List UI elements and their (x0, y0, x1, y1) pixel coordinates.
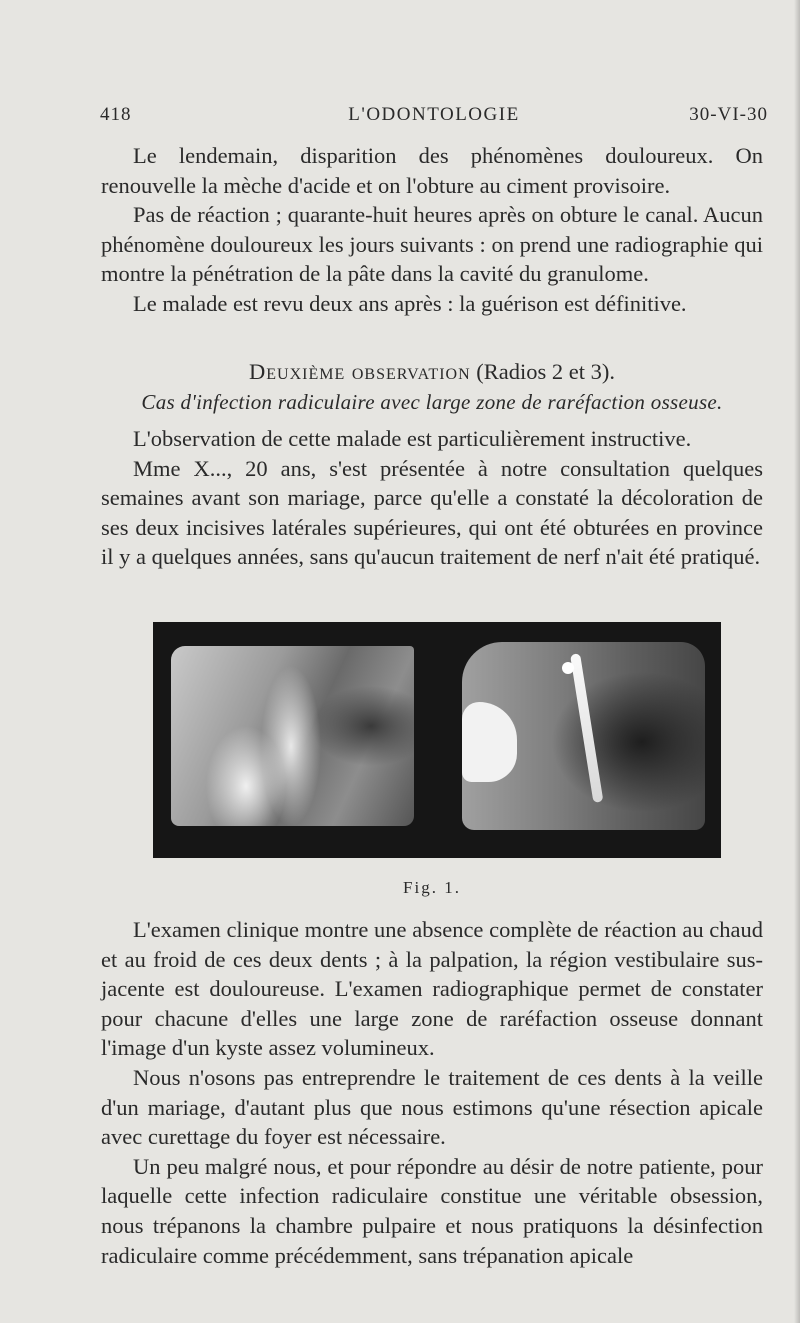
page-number: 418 (100, 104, 132, 125)
paragraph: Le lendemain, disparition des phénomènes douloureux. On renouvelle la mèche d'acide et on l'obture au ciment provisoire. (101, 143, 763, 198)
paragraph: L'observation de cette malade est particulièrement instructive. (133, 426, 692, 451)
paragraph: Un peu malgré nous, et pour répondre au désir de notre patiente, pour laquelle cette infection radiculaire constitue une véritable obsession, nous trépanons la chambre pulpaire et nous pratiquons la désinfection radiculaire comme précédemment, sans trépanation apicale (101, 1153, 763, 1268)
running-head (100, 104, 768, 130)
section-heading-label: Deuxième observation (249, 359, 471, 384)
section-subheading: Cas d'infection radiculaire avec large zone de raréfaction osseuse. (141, 390, 723, 414)
paragraph: Pas de réaction ; quarante-huit heures après on obture le canal. Aucun phénomène douloureux les jours suivants : on prend une radiographie qui montre la pénétration de la pâte dans la cavité du granulome. (101, 202, 763, 287)
paragraph: Mme X..., 20 ans, s'est présentée à notre consultation quelques semaines avant son mariage, parce qu'elle a constaté la décoloration de ses deux incisives latérales supérieures, qui ont été obturées en province il y a quelques années, sans qu'aucun traitement de nerf n'ait été pratiqué. (101, 455, 763, 570)
section-heading (101, 359, 763, 385)
radiograph-right (462, 642, 705, 830)
page-edge-shadow (794, 0, 800, 1323)
text-block-middle (101, 424, 763, 572)
radiograph-figure (153, 622, 721, 858)
journal-title: L'ODONTOLOGIE (348, 104, 520, 125)
issue-date: 30-VI-30 (689, 104, 768, 125)
radiograph-left (171, 646, 414, 826)
paragraph: Le malade est revu deux ans après : la guérison est définitive. (133, 290, 687, 316)
radiograph-filling (462, 702, 517, 782)
section-heading-parenthetical: (Radios 2 et 3). (476, 359, 615, 384)
paragraph: Nous n'osons pas entreprendre le traitement de ces dents à la veille d'un mariage, d'autant plus que nous estimons qu'une résection apicale avec curettage du foyer est nécessaire. (101, 1064, 763, 1150)
paragraph: L'examen clinique montre une absence complète de réaction au chaud et au froid de ces deux dents ; à la palpation, la région vestibulaire sus-jacente est douloureuse. L'examen radiographique permet de constater pour chacune d'elles une large zone de raréfaction osseuse donnant l'image d'un kyste assez volumineux. (101, 917, 763, 1061)
figure-caption: Fig. 1. (403, 878, 461, 897)
text-block-bottom (101, 915, 763, 1270)
radiograph-root-canal (570, 653, 603, 803)
radiograph-canal-opening (562, 662, 574, 674)
text-block-top (101, 141, 763, 319)
